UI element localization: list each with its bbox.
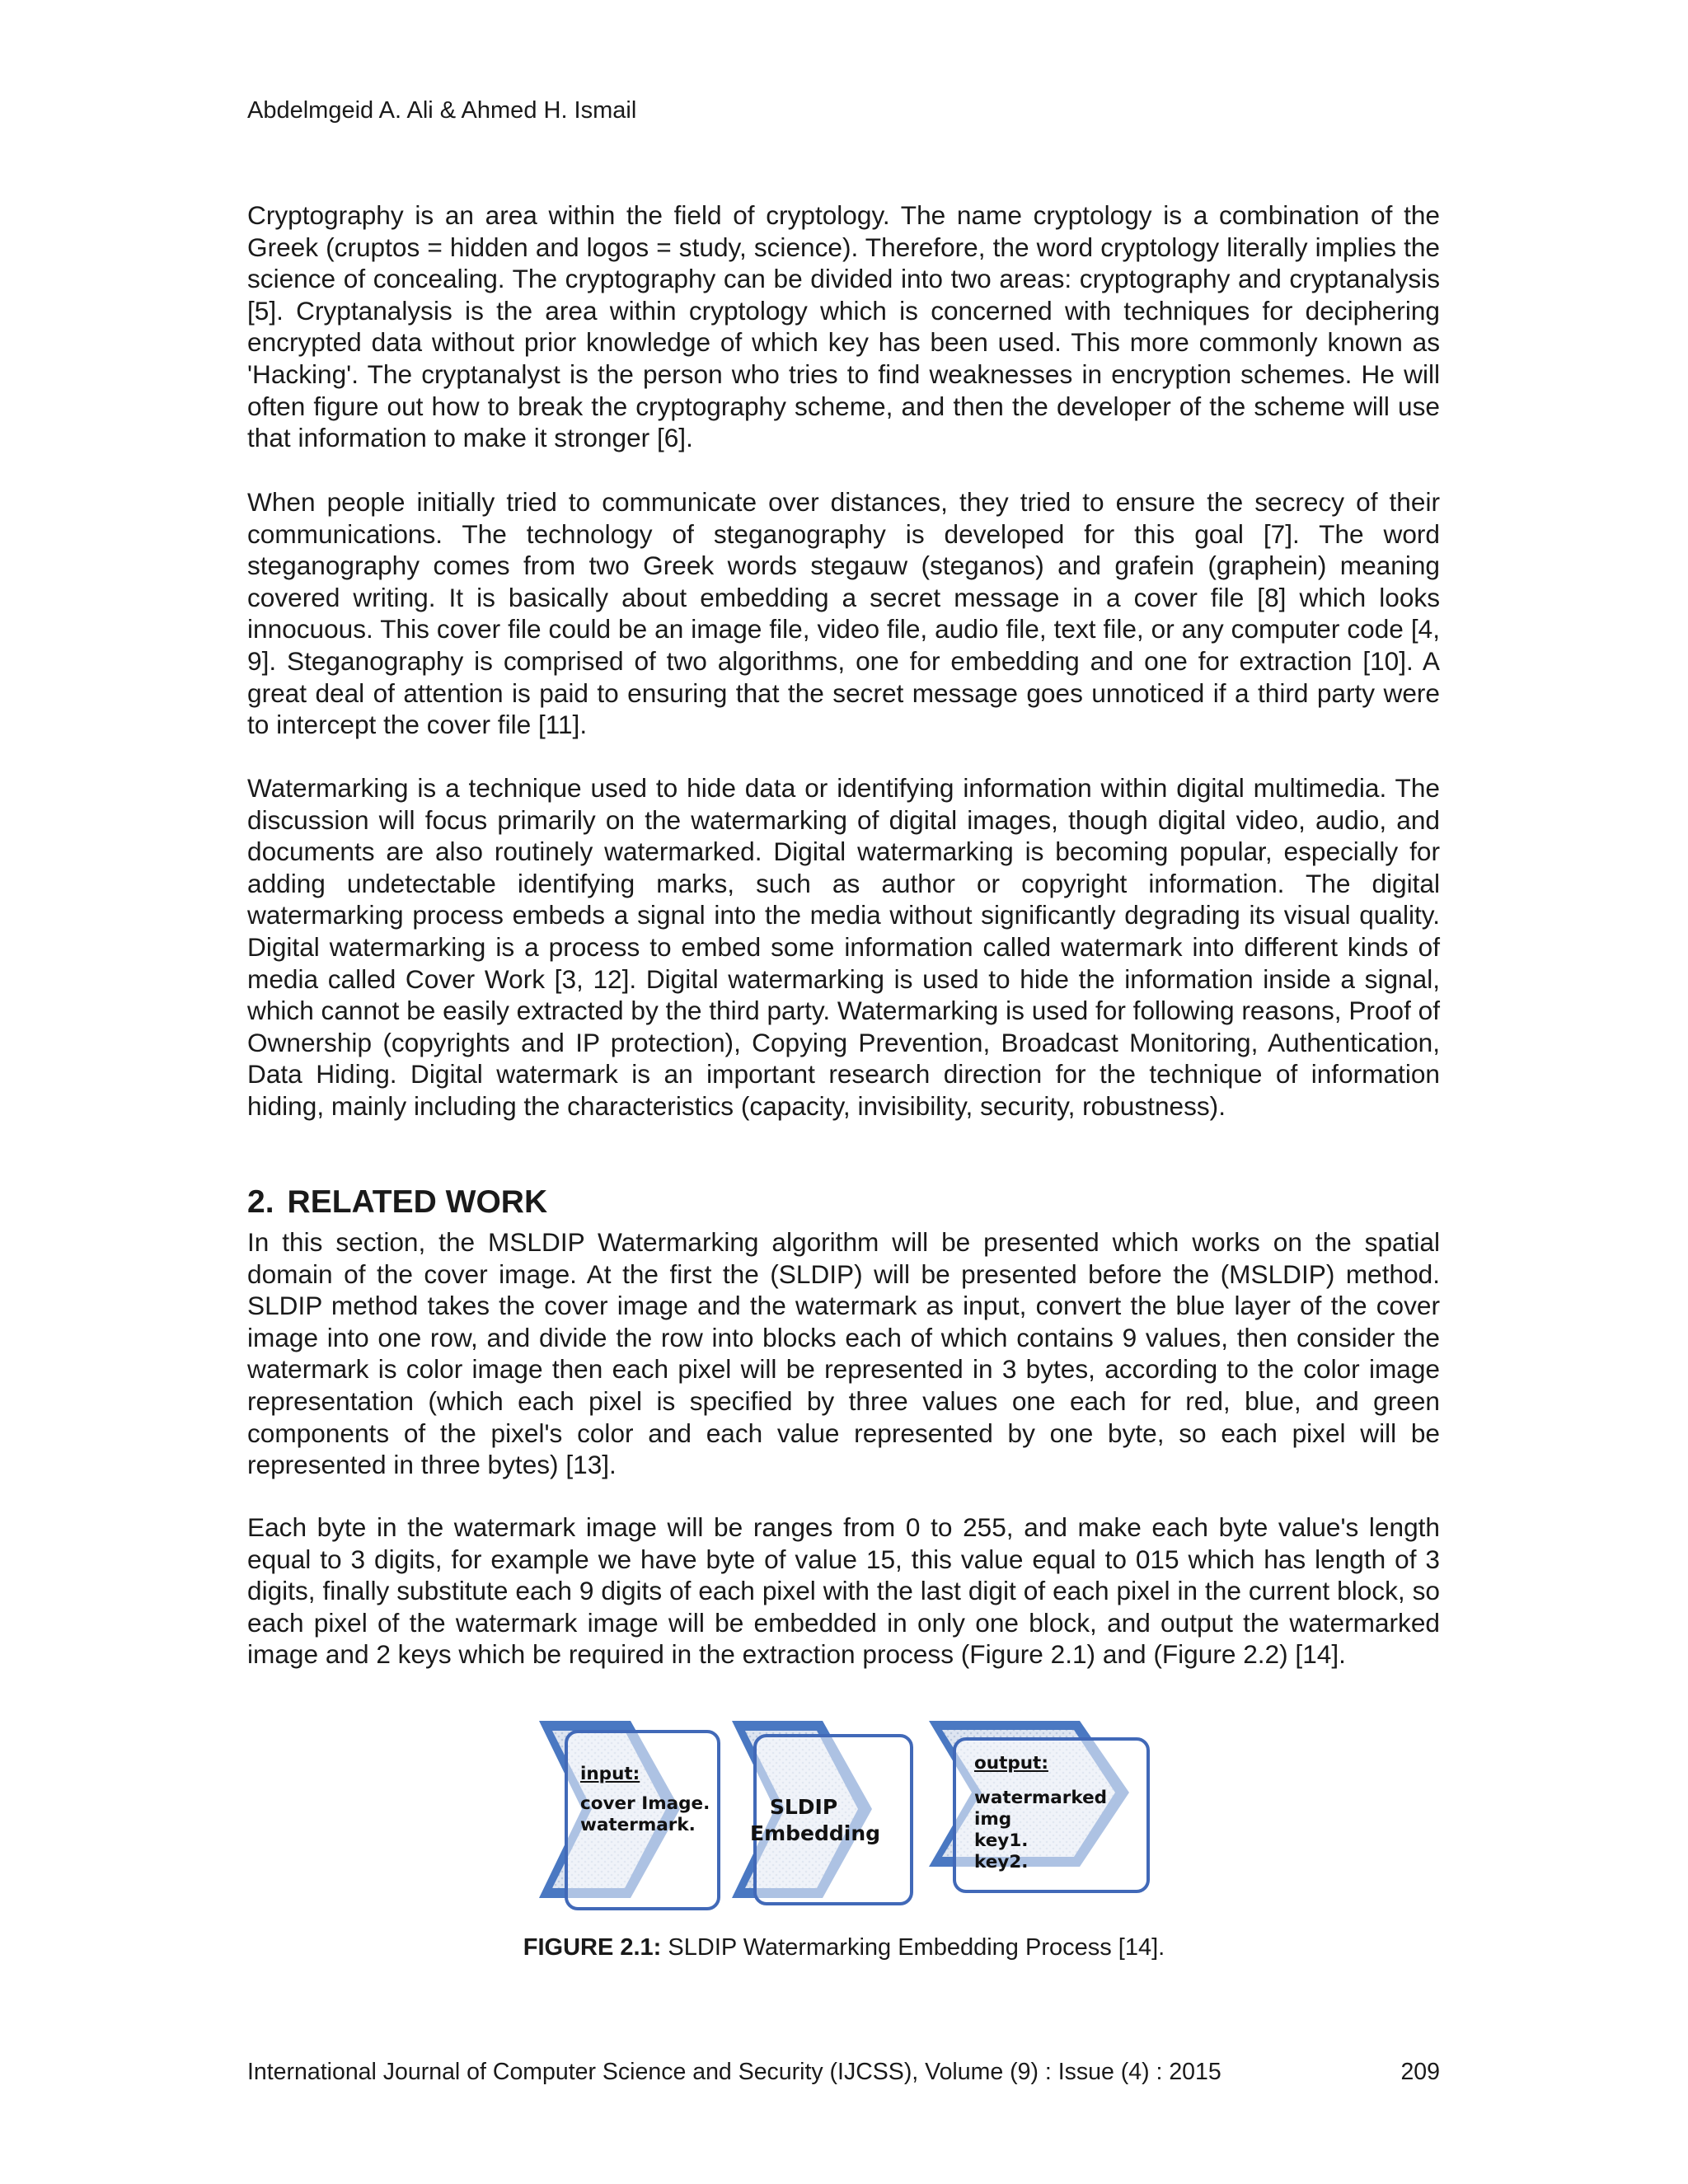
output-heading: output: [974,1753,1048,1774]
figure-caption [0,1934,1688,1961]
process-label: SLDIP [769,1795,838,1819]
output-item: key2. [974,1852,1029,1872]
caption-label: FIGURE 2.1: [523,1934,662,1961]
output-box-text [974,1753,1107,1873]
page-footer [247,2059,1440,2086]
input-box-text [580,1764,710,1836]
process-box-text [750,1794,881,1847]
paragraph-byte-encoding [247,1511,1440,1671]
paragraph-text: In this section, the MSLDIP Watermarking algorithm will be presented which works on the spatial domain of the cover image. At the first the (SLDIP) will be presented before the (MSLDIP) method. SLDIP method takes the cover image and the watermark as input, convert the blue layer of the cover image into one row, and divide the row into blocks each of which contains 9 values, then consider the watermark is color image then each pixel will be represented in 3 bytes, according to the color image representation (which each pixel is specified by three values one each for red, blue, and green components of the pixel's color and each value represented by one byte, so each pixel will be represented in three bytes) [13]. [247,1227,1440,1480]
paragraph-text: Watermarking is a technique used to hide data or identifying information within digital multimedia. The discussion will focus primarily on the watermarking of digital images, though digital video, audio, and documents are also routinely watermarked. Digital watermarking is becoming popular, especially for adding undetectable identifying marks, such as author or copyright information. The digital watermarking process embeds a signal into the media without significantly degrading its visual quality. Digital watermarking is a process to embed some information called watermark into different kinds of media called Cover Work [3, 12]. Digital watermarking is used to hide the information inside a signal, which cannot be easily extracted by the third party. Watermarking is used for following reasons, Proof of Ownership (copyrights and IP protection), Copying Prevention, Broadcast Monitoring, Authentication, Data Hiding. Digital watermark is an important research direction for the technique of information hiding, mainly including the characteristics (capacity, invisibility, security, robustness). [247,773,1440,1121]
section-title: RELATED WORK [287,1184,548,1220]
input-item: watermark. [580,1815,696,1835]
page-number: 209 [1400,2059,1440,2085]
paragraph-text: Each byte in the watermark image will be ranges from 0 to 255, and make each byte value's length equal to 3 digits, for example we have byte of value 15, this value equal to 015 which has length of 3 digits, finally substitute each 9 digits of each pixel with the last digit of each pixel in the current block, so each pixel of the watermark image will be embedded in only one block, and output the watermarked image and 2 keys which be required in the extraction process (Figure 2.1) and (Figure 2.2) [14]. [247,1512,1440,1670]
journal-info: International Journal of Computer Science and Security (IJCSS), Volume (9) : Issue (4) : 2015 [247,2059,1221,2085]
caption-text: SLDIP Watermarking Embedding Process [14]. [661,1934,1165,1961]
paragraph-cryptography [247,199,1440,454]
process-label: Embedding [750,1821,881,1845]
output-item: watermarked [974,1788,1108,1808]
sldip-embedding-diagram [528,1718,1170,1920]
paragraph-watermarking [247,772,1440,1122]
output-item: img [974,1809,1012,1830]
section-heading [247,1184,547,1221]
section-number: 2. [247,1184,274,1220]
paragraph-text: When people initially tried to communicate over distances, they tried to ensure the secrecy of their communications. The technology of steganography is developed for this goal [7]. The word steganography comes from two Greek words stegauw (steganos) and grafein (graphein) meaning covered writing. It is basically about embedding a secret message in a cover file [8] which looks innocuous. This cover file could be an image file, video file, audio file, text file, or any computer code [4, 9]. Steganography is comprised of two algorithms, one for embedding and one for extraction [10]. A great deal of attention is paid to ensuring that the secret message goes unnoticed if a third party were to intercept the cover file [11]. [247,487,1440,740]
paragraph-text: Cryptography is an area within the field of cryptology. The name cryptology is a combination of the Greek (cruptos = hidden and logos = study, science). Therefore, the word cryptology literally implies the science of concealing. The cryptography can be divided into two areas: cryptography and cryptanalysis [5]. Cryptanalysis is the area within cryptology which is concerned with techniques for deciphering encrypted data without prior knowledge of which key has been used. This more commonly known as 'Hacking'. The cryptanalyst is the person who tries to find weaknesses in encryption schemes. He will often figure out how to break the cryptography scheme, and then the developer of the scheme will use that information to make it stronger [6]. [247,200,1440,453]
input-item: cover Image. [580,1793,710,1814]
input-heading: input: [580,1764,640,1784]
paragraph-steganography [247,486,1440,741]
running-header: Abdelmgeid A. Ali & Ahmed H. Ismail [247,97,637,124]
output-item: key1. [974,1830,1029,1851]
paragraph-related-work [247,1226,1440,1481]
